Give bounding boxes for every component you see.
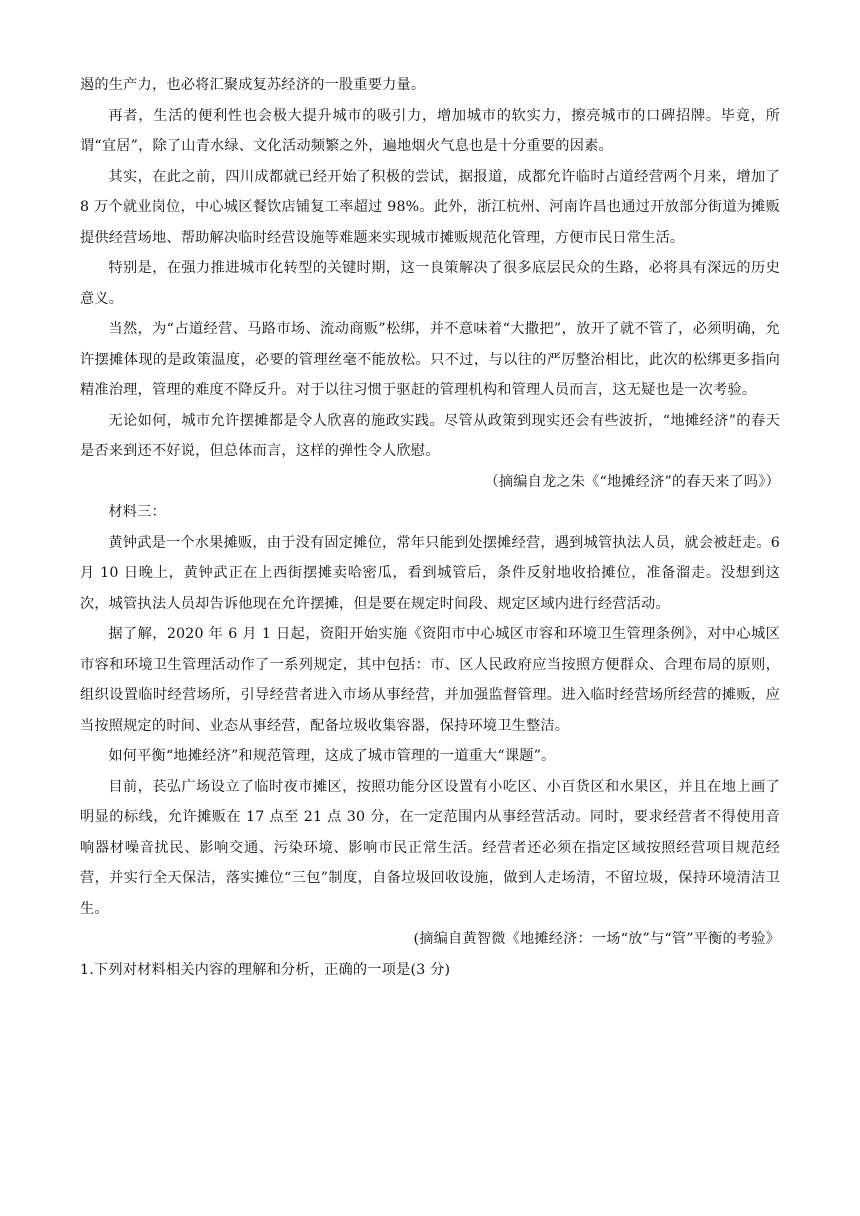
paragraph-chengdu-example: 其实，在此之前，四川成都就已经开始了积极的尝试，据报道，成都允许临时占道经营两个月来，增加了 8 万个就业岗位，中心城区餐饮店铺复工率超过 98%。此外，浙江杭州、河南许昌也通过开放部分街道为摊贩提供经营场地、帮助解决临时经营设施等难题来实现城市摊贩规范化管理，方便市民日常生活。 (80, 168, 780, 246)
question-1: 1.下列对材料相关内容的理解和分析，正确的一项是(3 分) (80, 961, 451, 978)
paragraph-balance: 如何平衡“地摊经济”和规范管理，这成了城市管理的一道重大“课题”。 (108, 748, 556, 764)
paragraph-significance: 特别是，在强力推进城市化转型的关键时期，这一良策解决了很多底层民众的生路，必将具有深远的历史意义。 (80, 260, 780, 307)
paragraph-management: 当然，为“占道经营、马路市场、流动商贩”松绑，并不意味着“大撒把”，放开了就不管了，必须明确，允许摆摊体现的是政策温度，必要的管理丝毫不能放松。只不过，与以往的严厉整治相比，此次的松绑更多指向精准治理，管理的难度不降反升。对于以往习惯于驱赶的管理机构和管理人员而言，这无疑也是一次考验。 (80, 321, 780, 398)
material-3-heading: 材料三： (108, 504, 166, 520)
paragraph-vendor-story: 黄钟武是一个水果摊贩，由于没有固定摊位，常年只能到处摆摊经营，遇到城管执法人员，就会被赶走。6 月 10 日晚上，黄钟武正在上西街摆摊卖哈密瓜，看到城管后，条件反射地收拾摊位，准备溜走。没想到这次，城管执法人员却告诉他现在允许摆摊，但是要在规定时间段、规定区域内进行经营活动。 (80, 534, 780, 612)
source-citation-2: （摘编自龙之朱《“地摊经济”的春天来了吗》） (484, 473, 780, 490)
paragraph-continuation: 遏的生产力，也必将汇聚成复苏经济的一股重要力量。 (80, 77, 426, 93)
paragraph-convenience: 再者，生活的便利性也会极大提升城市的吸引力，增加城市的软实力，擦亮城市的口碑招牌。毕竟，所谓“宜居”，除了山青水绿、文化活动频繁之外，遍地烟火气息也是十分重要的因素。 (80, 107, 780, 154)
source-citation-3: (摘编自黄智微《地摊经济：一场“放”与“管”平衡的考验》 (413, 931, 780, 947)
paragraph-regulation: 据了解，2020 年 6 月 1 日起，资阳开始实施《资阳市中心城区市容和环境卫生管理条例》，对中心城区市容和环境卫生管理活动作了一系列规定，其中包括：市、区人民政府应当按照方便群众、合理布局的原则，组织设置临时经营场所，引导经营者进入市场从事经营，并加强监督管理。进入临时经营场所经营的摊贩，应当按照规定的时间、业态从事经营，配备垃圾收集容器，保持环境卫生整洁。 (80, 626, 780, 734)
paragraph-night-market: 目前，苌弘广场设立了临时夜市摊区，按照功能分区设置有小吃区、小百货区和水果区，并且在地上画了明显的标线，允许摊贩在 17 点至 21 点 30 分，在一定范围内从事经营活动。同时，要求经营者不得使用音响器材噪音扰民、影响交通、污染环境、影响市民正常生活。经营者还必须在指定区域按照经营项目规范经营，并实行全天保洁，落实摊位“三包”制度，自备垃圾回收设施，做到人走场清，不留垃圾，保持环境清洁卫生。 (80, 778, 780, 917)
document-body (80, 70, 780, 985)
paragraph-conclusion: 无论如何，城市允许摆摊都是令人欣喜的施政实践。尽管从政策到现实还会有些波折，“地摊经济”的春天是否来到还不好说，但总体而言，这样的弹性令人欣慰。 (80, 412, 780, 459)
